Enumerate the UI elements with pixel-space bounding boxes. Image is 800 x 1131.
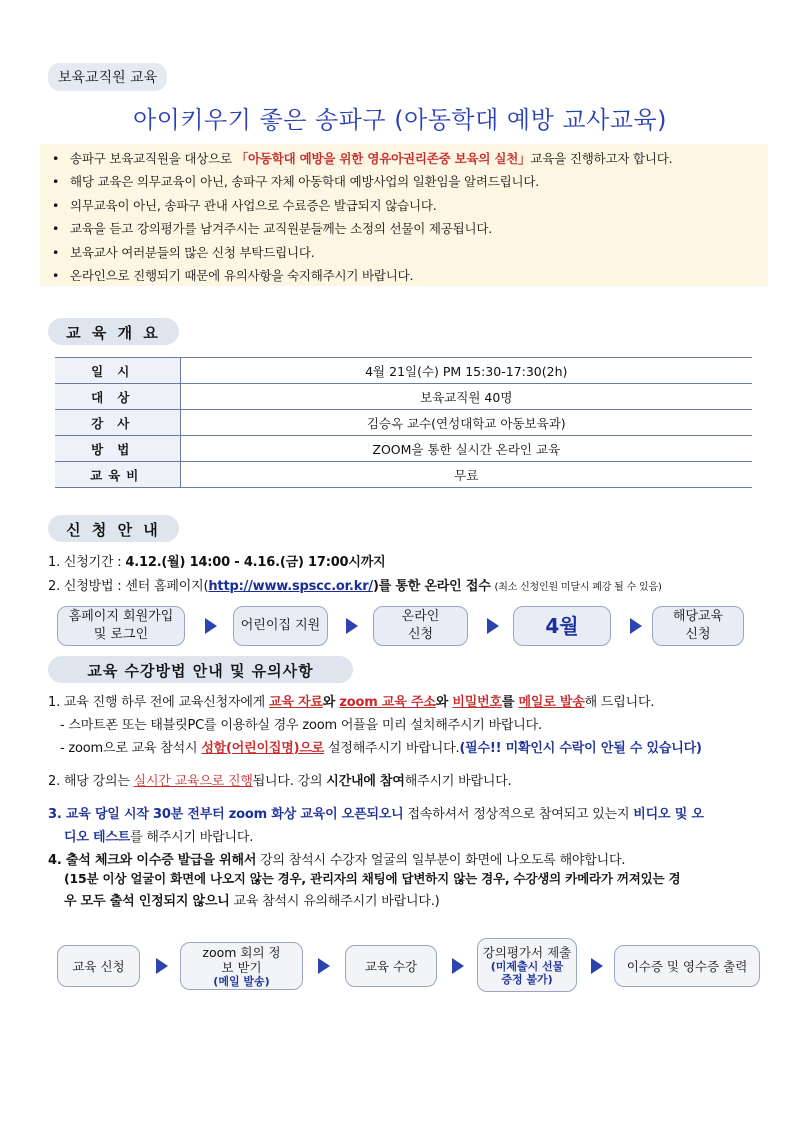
apply-period: 1. 신청기간 : 4.12.(월) 14:00 - 4.16.(금) 17:00시까지: [48, 555, 386, 570]
notice-item: • 의무교육이 아닌, 송파구 관내 사업으로 수료증은 발급되지 않습니다.: [52, 194, 758, 217]
flow-step-attend: 교육 수강: [345, 945, 437, 987]
row-value: 보육교직원 40명: [180, 384, 752, 410]
page-title: 아이키우기 좋은 송파구 (아동학대 예방 교사교육): [132, 106, 668, 134]
row-value: 4월 21일(수) PM 15:30-17:30(2h): [180, 358, 752, 384]
section-heading-overview: 교 육 개 요: [48, 318, 179, 345]
table-row: [55, 462, 752, 488]
table-row: [55, 410, 752, 436]
arrow-icon: [318, 958, 330, 974]
row-value: 김승옥 교수(연성대학교 아동보육과): [180, 410, 752, 436]
method-item-1-sub: - zoom으로 교육 참석시 성함(어린이집명)으로 설정해주시기 바랍니다.(필수!! 미확인시 수락이 안될 수 있습니다): [60, 741, 702, 756]
method-item-3: 3. 교육 당일 시작 30분 전부터 zoom 화상 교육이 오픈되오니 접속하셔서 정상적으로 참여되고 있는지 비디오 및 오: [48, 807, 704, 822]
notice-item: • 송파구 보육교직원을 대상으로 「아동학대 예방을 위한 영유아권리존중 보육의 실천」교육을 진행하고자 합니다.: [52, 147, 758, 170]
row-key: 일시: [55, 358, 180, 384]
arrow-icon: [205, 618, 217, 634]
flow-step-daycare: 어린이집 지원: [233, 606, 328, 646]
arrow-icon: [487, 618, 499, 634]
homepage-link[interactable]: http://www.spscc.or.kr/: [208, 579, 373, 594]
arrow-icon: [452, 958, 464, 974]
method-item-4: 4. 출석 체크와 이수증 발급을 위해서 강의 참석시 수강자 얼굴의 일부분이 화면에 나오도록 해야합니다.: [48, 853, 626, 868]
apply-method: 2. 신청방법 : 센터 홈페이지(http://www.spscc.or.kr/)를 통한 온라인 접수 (최소 신청인원 미달시 폐강 될 수 있음): [48, 579, 662, 594]
section-heading-method: 교육 수강방법 안내 및 유의사항: [48, 656, 353, 683]
table-row: [55, 358, 752, 384]
row-key: 대상: [55, 384, 180, 410]
row-key: 방법: [55, 436, 180, 462]
method-item-2: 2. 해당 강의는 실시간 교육으로 진행됩니다. 강의 시간내에 참여해주시기 바랍니다.: [48, 774, 512, 789]
notice-item: • 교육을 듣고 강의평가를 남겨주시는 교직원분들께는 소정의 선물이 제공됩니다.: [52, 217, 758, 240]
flow-step-month: 4월: [513, 606, 611, 646]
method-item-4-cont: (15분 이상 얼굴이 화면에 나오지 않는 경우, 관리자의 채팅에 답변하지 않는 경우, 수강생의 카메라가 꺼져있는 경: [64, 871, 681, 886]
flow-step-online: 온라인 신청: [373, 606, 468, 646]
table-row: [55, 436, 752, 462]
notice-box: [40, 144, 768, 286]
flow-step-signup: 홈페이지 회원가입 및 로그인: [57, 606, 185, 646]
notice-item: • 온라인으로 진행되기 때문에 유의사항을 숙지해주시기 바랍니다.: [52, 264, 758, 287]
flow-step-zoom-info: zoom 회의 정보 받기 (메일 발송): [180, 942, 303, 990]
row-value: ZOOM을 통한 실시간 온라인 교육: [180, 436, 752, 462]
row-key: 교육비: [55, 462, 180, 488]
arrow-icon: [591, 958, 603, 974]
method-item-1: 1. 교육 진행 하루 전에 교육신청자에게 교육 자료와 zoom 교육 주소와 비밀번호를 메일로 발송해 드립니다.: [48, 695, 655, 710]
flow-step-apply: 교육 신청: [57, 945, 140, 987]
row-key: 강사: [55, 410, 180, 436]
flow-step-certificate: 이수증 및 영수증 출력: [614, 945, 760, 987]
arrow-icon: [346, 618, 358, 634]
flow-step-evaluation: 강의평가서 제출 (미제출시 선물증정 불가): [477, 938, 577, 992]
category-tag: 보육교직원 교육: [48, 63, 167, 91]
overview-table: [55, 357, 752, 488]
table-row: [55, 384, 752, 410]
flow-step-course: 해당교육 신청: [652, 606, 744, 646]
row-value: 무료: [180, 462, 752, 488]
notice-item: • 보육교사 여러분들의 많은 신청 부탁드립니다.: [52, 241, 758, 264]
method-item-3-cont: 디오 테스트를 해주시기 바랍니다.: [64, 830, 254, 845]
method-item-1-sub: - 스마트폰 또는 태블릿PC를 이용하실 경우 zoom 어플을 미리 설치해주시기 바랍니다.: [60, 718, 542, 733]
section-heading-apply: 신 청 안 내: [48, 515, 179, 542]
arrow-icon: [630, 618, 642, 634]
arrow-icon: [156, 958, 168, 974]
notice-item: • 해당 교육은 의무교육이 아닌, 송파구 자체 아동학대 예방사업의 일환임을 알려드립니다.: [52, 170, 758, 193]
method-item-4-cont: 우 모두 출석 인정되지 않으니 교육 참석시 유의해주시기 바랍니다.): [64, 894, 440, 909]
